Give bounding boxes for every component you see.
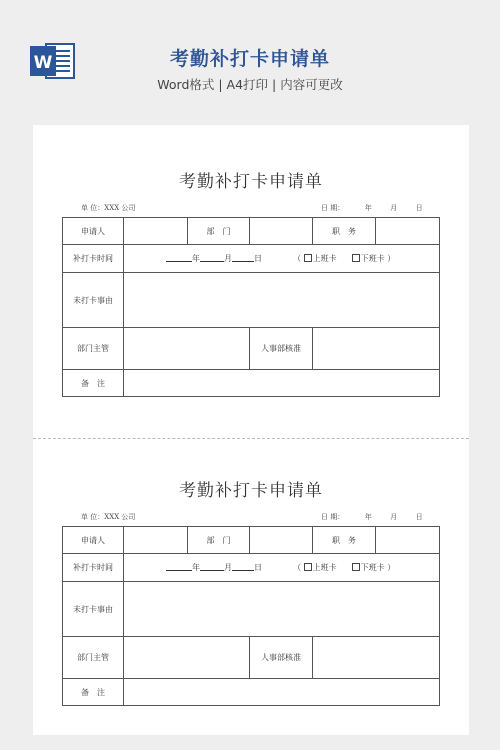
- date-row: [321, 203, 439, 213]
- month-blank[interactable]: [200, 253, 224, 262]
- date-year: 年: [364, 204, 372, 212]
- department-label: 部 门: [188, 218, 250, 245]
- remarks-label: 备 注: [63, 679, 124, 706]
- form-copy-1: [33, 125, 469, 438]
- date-row: [321, 512, 439, 522]
- table-row: [63, 328, 440, 370]
- date-month: 月: [390, 513, 398, 521]
- off-duty-checkbox[interactable]: [352, 254, 360, 262]
- department-label: 部 门: [188, 527, 250, 554]
- off-duty-checkbox[interactable]: [352, 563, 360, 571]
- table-row: [63, 218, 440, 245]
- page-subtitle: Word格式 | A4打印 | 内容可更改: [157, 77, 343, 92]
- applicant-value[interactable]: [124, 218, 188, 245]
- reason-label: 未打卡事由: [63, 273, 124, 328]
- dept-supervisor-value[interactable]: [124, 328, 250, 370]
- table-row: [63, 527, 440, 554]
- on-duty-checkbox[interactable]: [304, 563, 312, 571]
- unit-label: 单 位：XXX 公司: [81, 204, 136, 212]
- table-row: [63, 679, 440, 706]
- date-day: 日: [415, 513, 423, 521]
- applicant-label: 申请人: [63, 218, 124, 245]
- position-value[interactable]: [376, 527, 440, 554]
- page-header: [0, 0, 500, 110]
- punch-time-value[interactable]: 年 月 日 （ 上班卡 下班卡 ）: [124, 554, 440, 582]
- position-value[interactable]: [376, 218, 440, 245]
- date-label: 日 期：: [321, 513, 345, 521]
- on-duty-checkbox[interactable]: [304, 254, 312, 262]
- table-row: [63, 554, 440, 582]
- dept-supervisor-label: 部门主管: [63, 637, 124, 679]
- department-value[interactable]: [250, 218, 313, 245]
- table-row: [63, 370, 440, 397]
- day-blank[interactable]: [232, 253, 254, 262]
- table-row: [63, 582, 440, 637]
- unit-label: 单 位：XXX 公司: [81, 513, 136, 521]
- date-label: 日 期：: [321, 204, 345, 212]
- table-row: [63, 273, 440, 328]
- position-label: 职 务: [313, 527, 376, 554]
- hr-approval-value[interactable]: [313, 637, 440, 679]
- applicant-label: 申请人: [63, 527, 124, 554]
- reason-label: 未打卡事由: [63, 582, 124, 637]
- department-value[interactable]: [250, 527, 313, 554]
- reason-value[interactable]: [124, 582, 440, 637]
- dept-supervisor-value[interactable]: [124, 637, 250, 679]
- remarks-value[interactable]: [124, 679, 440, 706]
- remarks-value[interactable]: [124, 370, 440, 397]
- applicant-value[interactable]: [124, 527, 188, 554]
- date-month: 月: [390, 204, 398, 212]
- year-blank[interactable]: [166, 562, 192, 571]
- page-title: 考勤补打卡申请单: [169, 48, 330, 70]
- day-blank[interactable]: [232, 562, 254, 571]
- application-table: [62, 526, 440, 706]
- punch-time-value[interactable]: 年 月 日 （ 上班卡 下班卡 ）: [124, 245, 440, 273]
- table-row: [63, 245, 440, 273]
- remarks-label: 备 注: [63, 370, 124, 397]
- date-day: 日: [415, 204, 423, 212]
- svg-text:W: W: [33, 53, 53, 73]
- form-title: 考勤补打卡申请单: [179, 172, 323, 192]
- year-blank[interactable]: [166, 253, 192, 262]
- punch-time-label: 补打卡时间: [63, 554, 124, 582]
- form-copy-2: [33, 434, 469, 735]
- month-blank[interactable]: [200, 562, 224, 571]
- table-row: [63, 637, 440, 679]
- reason-value[interactable]: [124, 273, 440, 328]
- hr-approval-value[interactable]: [313, 328, 440, 370]
- hr-approval-label: 人事部核准: [250, 637, 313, 679]
- hr-approval-label: 人事部核准: [250, 328, 313, 370]
- punch-time-label: 补打卡时间: [63, 245, 124, 273]
- date-year: 年: [364, 513, 372, 521]
- form-title: 考勤补打卡申请单: [179, 481, 323, 501]
- document-page: [33, 125, 469, 735]
- application-table: [62, 217, 440, 397]
- dept-supervisor-label: 部门主管: [63, 328, 124, 370]
- position-label: 职 务: [313, 218, 376, 245]
